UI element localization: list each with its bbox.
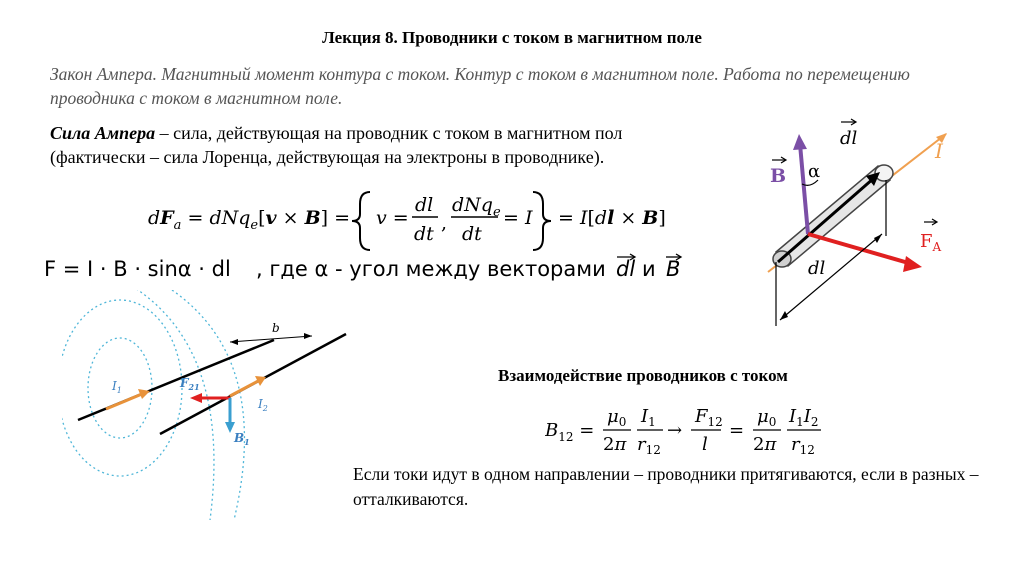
b-vector [800, 144, 808, 234]
label-b-distance: b [272, 321, 280, 335]
svg-text:,: , [441, 212, 448, 234]
svg-text:v =: v = [376, 207, 409, 229]
definition-line1: – сила, действующая на проводник с током в магнитном пол [155, 123, 623, 143]
svg-text:= I: = I [503, 207, 533, 229]
svg-text:l: l [702, 434, 708, 455]
definition-line2: (фактически – сила Лоренца, действующая на электроны в проводнике). [50, 147, 605, 167]
label-dl-bottom: dl [808, 258, 826, 279]
svg-text:r12: $r_{12}$ [791, 434, 815, 457]
formula-where: , где α - угол между векторами [256, 257, 606, 281]
slide-title: Лекция 8. Проводники с током в магнитном поле [322, 28, 702, 47]
vector-B: B [666, 257, 681, 281]
label-b: B [770, 165, 787, 187]
svg-text:dNqe: dNq$_e$ [452, 194, 501, 220]
formula-text: F = I · B · sinα · dl [44, 257, 231, 281]
svg-text:dt: dt [462, 223, 482, 245]
svg-text:=: = [729, 420, 745, 441]
svg-text:r12: $r_{12}$ [637, 434, 661, 457]
ampere-definition [50, 121, 740, 169]
ampere-force-equation [148, 184, 708, 254]
svg-text:dl: dl [415, 194, 434, 216]
parallel-wires-diagram [62, 290, 362, 520]
interaction-title: Взаимодействие проводников с током [498, 366, 788, 385]
label-dl-top: dl [840, 128, 858, 149]
svg-text:μ0: $\mu_0$ [607, 406, 627, 429]
vector-dl: dl [616, 257, 636, 281]
svg-text:I1I2: $I_1I_2$ [789, 406, 819, 429]
label-f21: $F_{21}$ [180, 376, 200, 392]
slide-subtitle: Закон Ампера. Магнитный момент контура с током. Контур с током в магнитном поле. Работа по перемещению проводника с током в магнитном поле. [50, 64, 910, 108]
current-2-arrow [230, 380, 260, 396]
label-current: I [935, 139, 943, 163]
label-fa: $F_A$ [920, 231, 942, 254]
svg-text:F12: $F_{12}$ [695, 406, 723, 429]
label-i1: $I_1$ [112, 379, 122, 395]
svg-text:dt: dt [414, 223, 434, 245]
svg-text:B12 =: $B_{12}$ = [545, 420, 595, 444]
svg-text:2π: 2π [603, 434, 627, 455]
ampere-term: Сила Ампера [50, 123, 156, 143]
svg-text:dFa = dNqe[v × B] =: $dF_a = dNq_e[v \times B]$ = [148, 207, 350, 233]
ampere-force-diagram [750, 112, 980, 337]
svg-text:= I[dl × B]: = I[dl × B] [558, 207, 666, 229]
svg-text:μ0: $\mu_0$ [757, 406, 777, 429]
current-1-arrow [106, 394, 142, 409]
ampere-scalar-formula [44, 251, 684, 285]
label-i2: $I_2$ [258, 397, 268, 413]
interaction-equation [545, 400, 875, 460]
svg-text:→: → [667, 420, 683, 441]
conclusion-text: Если токи идут в одном направлении – проводники притягиваются, если в разных – отталкиваются. [353, 464, 979, 509]
field-lines [62, 290, 244, 520]
svg-text:I1: $I_1$ [641, 406, 656, 429]
svg-text:2π: 2π [753, 434, 777, 455]
label-alpha: α [808, 161, 821, 182]
and-word: и [642, 257, 656, 281]
label-b1: $B_1$ [234, 431, 250, 447]
